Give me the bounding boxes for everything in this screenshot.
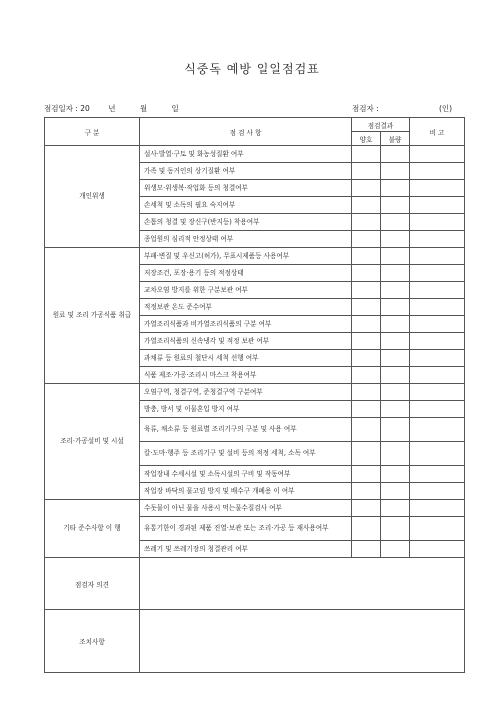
result-bad-cell[interactable] bbox=[381, 214, 410, 231]
result-good-cell[interactable] bbox=[352, 466, 381, 483]
result-good-cell[interactable] bbox=[352, 541, 381, 558]
result-bad-cell[interactable] bbox=[381, 517, 410, 541]
check-item-text: 과채류 등 원료의 철단시 세척 선행 여부 bbox=[140, 350, 352, 367]
result-bad-cell[interactable] bbox=[381, 163, 410, 180]
result-bad-cell[interactable] bbox=[381, 265, 410, 282]
header-note: 비 고 bbox=[410, 118, 465, 146]
result-good-cell[interactable] bbox=[352, 248, 381, 265]
result-bad-cell[interactable] bbox=[381, 418, 410, 442]
result-bad-cell[interactable] bbox=[381, 541, 410, 558]
note-cell[interactable] bbox=[410, 333, 465, 350]
result-bad-cell[interactable] bbox=[381, 500, 410, 517]
checklist-row bbox=[45, 248, 465, 265]
group-label: 개인위생 bbox=[45, 146, 140, 248]
check-item-text: 위생모·위생복·작업화 등의 청결여부 bbox=[140, 180, 352, 197]
result-good-cell[interactable] bbox=[352, 517, 381, 541]
result-bad-cell[interactable] bbox=[381, 350, 410, 367]
check-item-text: 적정보관 온도 준수여부 bbox=[140, 299, 352, 316]
header-bad: 불량 bbox=[381, 132, 410, 146]
result-bad-cell[interactable] bbox=[381, 466, 410, 483]
note-cell[interactable] bbox=[410, 248, 465, 265]
check-item-text: 가열조리식품과 비가열조리식품의 구분 여부 bbox=[140, 316, 352, 333]
result-good-cell[interactable] bbox=[352, 265, 381, 282]
result-good-cell[interactable] bbox=[352, 180, 381, 197]
result-good-cell[interactable] bbox=[352, 197, 381, 214]
inspector-label: 점검자 : bbox=[352, 104, 379, 113]
note-cell[interactable] bbox=[410, 541, 465, 558]
header-good: 양호 bbox=[352, 132, 381, 146]
note-cell[interactable] bbox=[410, 483, 465, 500]
note-cell[interactable] bbox=[410, 316, 465, 333]
header-result: 점검결과 bbox=[352, 118, 410, 132]
check-item-text: 작업장내 수세시설 및 소독시설의 구비 및 작동여부 bbox=[140, 466, 352, 483]
result-bad-cell[interactable] bbox=[381, 146, 410, 163]
result-bad-cell[interactable] bbox=[381, 367, 410, 384]
note-cell[interactable] bbox=[410, 384, 465, 401]
result-good-cell[interactable] bbox=[352, 442, 381, 466]
inspector-name-field[interactable] bbox=[352, 103, 379, 114]
check-item-text: 가열조리식품의 신속냉각 및 적정 보관 여부 bbox=[140, 333, 352, 350]
result-good-cell[interactable] bbox=[352, 483, 381, 500]
check-item-text: 가족 및 동거인의 상기질환 여부 bbox=[140, 163, 352, 180]
action-taken-field[interactable] bbox=[140, 610, 465, 673]
result-bad-cell[interactable] bbox=[381, 197, 410, 214]
check-item-text: 손세척 및 소독의 필요 숙지여부 bbox=[140, 197, 352, 214]
note-cell[interactable] bbox=[410, 299, 465, 316]
result-bad-cell[interactable] bbox=[381, 180, 410, 197]
month-label: 월 bbox=[139, 104, 148, 113]
checklist-row bbox=[45, 500, 465, 517]
group-label: 원료 및 조리 가공식품 취급 bbox=[45, 248, 140, 384]
result-good-cell[interactable] bbox=[352, 299, 381, 316]
result-bad-cell[interactable] bbox=[381, 442, 410, 466]
page-title: 식중독 예방 일일점검표 bbox=[184, 62, 320, 76]
seal-mark: (인) bbox=[439, 104, 453, 113]
result-good-cell[interactable] bbox=[352, 384, 381, 401]
result-good-cell[interactable] bbox=[352, 163, 381, 180]
check-item-text: 육류, 채소류 등 원료별 조리기구의 구분 및 사용 여부 bbox=[140, 418, 352, 442]
check-item-text: 설사·발열·구토 및 화농성질환 여부 bbox=[140, 146, 352, 163]
action-taken-label: 조치사항 bbox=[45, 610, 140, 673]
note-cell[interactable] bbox=[410, 180, 465, 197]
group-label: 조리·가공설비 및 시설 bbox=[45, 384, 140, 500]
result-bad-cell[interactable] bbox=[381, 231, 410, 248]
date-label: 점검일자 : 20 bbox=[44, 104, 90, 113]
note-cell[interactable] bbox=[410, 517, 465, 541]
check-item-text: 칼·도마·행주 등 조리기구 및 설비 등의 적정 세척, 소독 여부 bbox=[140, 442, 352, 466]
note-cell[interactable] bbox=[410, 418, 465, 442]
check-item-text: 방충, 방서 및 이물혼입 방지 여부 bbox=[140, 401, 352, 418]
note-cell[interactable] bbox=[410, 282, 465, 299]
result-bad-cell[interactable] bbox=[381, 333, 410, 350]
note-cell[interactable] bbox=[410, 163, 465, 180]
result-bad-cell[interactable] bbox=[381, 299, 410, 316]
check-item-text: 식품 제조·가공·조리시 마스크 착용여부 bbox=[140, 367, 352, 384]
year-label: 년 bbox=[108, 104, 116, 113]
header-items: 점 검 사 항 bbox=[140, 118, 352, 146]
note-cell[interactable] bbox=[410, 442, 465, 466]
check-item-text: 저장조건, 포장·용기 등의 적정상태 bbox=[140, 265, 352, 282]
note-cell[interactable] bbox=[410, 350, 465, 367]
header-category: 구 분 bbox=[45, 118, 140, 146]
checklist-table bbox=[44, 117, 465, 673]
group-label: 기타 준수사항 이 행 bbox=[45, 500, 140, 558]
note-cell[interactable] bbox=[410, 214, 465, 231]
result-bad-cell[interactable] bbox=[381, 483, 410, 500]
check-item-text: 작업장 바닥의 물고임 방지 및 배수구 개폐용 이 여부 bbox=[140, 483, 352, 500]
result-good-cell[interactable] bbox=[352, 231, 381, 248]
result-bad-cell[interactable] bbox=[381, 282, 410, 299]
check-item-text: 수돗물이 아닌 물을 사용시 먹는물수질검사 여부 bbox=[140, 500, 352, 517]
result-bad-cell[interactable] bbox=[381, 384, 410, 401]
result-bad-cell[interactable] bbox=[381, 316, 410, 333]
result-good-cell[interactable] bbox=[352, 316, 381, 333]
note-cell[interactable] bbox=[410, 231, 465, 248]
check-item-text: 오염구역, 청결구역, 준청결구역 구분여부 bbox=[140, 384, 352, 401]
inspector-opinion-label: 점검자 의견 bbox=[45, 558, 140, 610]
inspection-date[interactable] bbox=[44, 103, 179, 114]
note-cell[interactable] bbox=[410, 197, 465, 214]
result-good-cell[interactable] bbox=[352, 500, 381, 517]
check-item-text: 부패·변질 및 우신고(허가), 무표시제품등 사용여부 bbox=[140, 248, 352, 265]
check-item-text: 쓰레기 및 쓰레기장의 청결관리 여부 bbox=[140, 541, 352, 558]
checklist-row bbox=[45, 384, 465, 401]
note-cell[interactable] bbox=[410, 466, 465, 483]
result-good-cell[interactable] bbox=[352, 282, 381, 299]
check-item-text: 교차오염 방지를 위한 구분보관 여부 bbox=[140, 282, 352, 299]
inspector-opinion-field[interactable] bbox=[140, 558, 465, 610]
note-cell[interactable] bbox=[410, 367, 465, 384]
result-good-cell[interactable] bbox=[352, 367, 381, 384]
check-item-text: 유통기한이 경과된 제품 진열·보관 또는 조리·가공 등 재사용여부 bbox=[140, 517, 352, 541]
note-cell[interactable] bbox=[410, 146, 465, 163]
checklist-row bbox=[45, 146, 465, 163]
result-good-cell[interactable] bbox=[352, 418, 381, 442]
note-cell[interactable] bbox=[410, 265, 465, 282]
note-cell[interactable] bbox=[410, 401, 465, 418]
result-good-cell[interactable] bbox=[352, 350, 381, 367]
result-bad-cell[interactable] bbox=[381, 401, 410, 418]
check-item-text: 손톱의 청결 및 장신구(반지등) 착용여부 bbox=[140, 214, 352, 231]
day-label: 일 bbox=[171, 104, 179, 113]
result-good-cell[interactable] bbox=[352, 214, 381, 231]
result-good-cell[interactable] bbox=[352, 146, 381, 163]
result-bad-cell[interactable] bbox=[381, 248, 410, 265]
result-good-cell[interactable] bbox=[352, 401, 381, 418]
note-cell[interactable] bbox=[410, 500, 465, 517]
check-item-text: 종업원의 심리적 안정상태 여부 bbox=[140, 231, 352, 248]
result-good-cell[interactable] bbox=[352, 333, 381, 350]
